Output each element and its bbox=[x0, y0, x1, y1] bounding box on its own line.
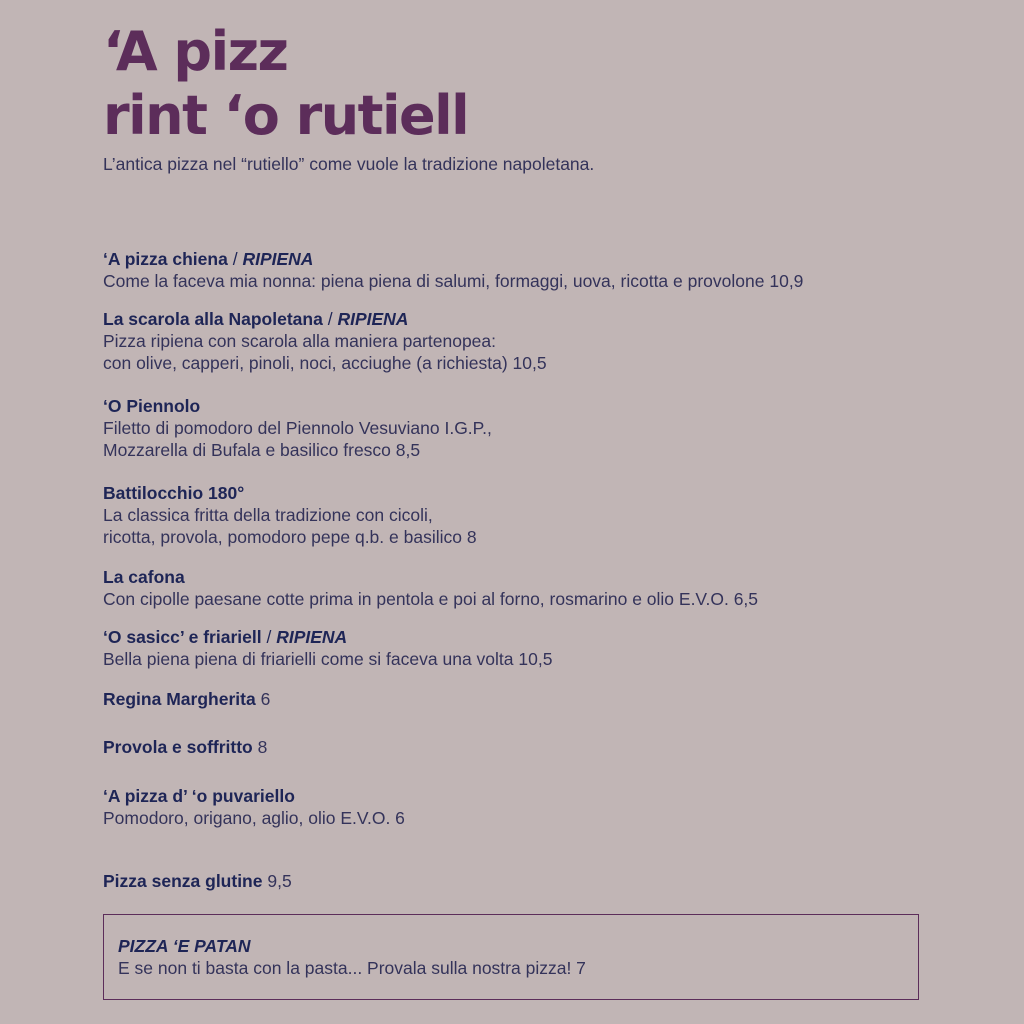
menu-item-name: La cafona bbox=[103, 567, 185, 587]
menu-item-name: ‘A pizza chiena bbox=[103, 249, 228, 269]
menu-page bbox=[103, 0, 983, 1024]
menu-item-description: Pizza ripiena con scarola alla maniera partenopea: bbox=[103, 331, 497, 351]
menu-item-name: Provola e soffritto bbox=[103, 737, 253, 757]
menu-subtitle: L’antica pizza nel “rutiello” come vuole la tradizione napoletana. bbox=[103, 154, 595, 174]
menu-item-name: La scarola alla Napoletana bbox=[103, 309, 323, 329]
menu-item-provola-soffritto bbox=[103, 736, 983, 758]
menu-item-price: 9,5 bbox=[267, 871, 292, 891]
menu-item-regina-margherita bbox=[103, 688, 983, 710]
menu-item-name: ‘O Piennolo bbox=[103, 396, 201, 416]
menu-item-description: Pomodoro, origano, aglio, olio E.V.O. 6 bbox=[103, 808, 405, 828]
menu-item-sasicc-friariell bbox=[103, 626, 983, 670]
menu-item-description: Con cipolle paesane cotte prima in pentola e poi al forno, rosmarino e olio E.V.O. 6,5 bbox=[103, 589, 759, 609]
menu-item-name: ‘O sasicc’ e friariell bbox=[103, 627, 262, 647]
special-box bbox=[103, 914, 919, 1000]
menu-item-pizza-chiena bbox=[103, 248, 983, 292]
menu-item-name: ‘A pizza d’ ‘o puvariello bbox=[103, 786, 295, 806]
menu-title-line-1: ‘A pizz bbox=[103, 20, 288, 83]
menu-item-description: ricotta, provola, pomodoro pepe q.b. e basilico 8 bbox=[103, 527, 477, 547]
menu-item-separator: / bbox=[232, 249, 238, 269]
menu-item-piennolo bbox=[103, 395, 983, 461]
menu-title bbox=[103, 20, 468, 148]
menu-item-scarola bbox=[103, 308, 983, 374]
special-box-title: PIZZA ‘E PATAN bbox=[118, 936, 251, 956]
menu-item-name: Battilocchio 180° bbox=[103, 483, 245, 503]
menu-title-line-2: rint ‘o rutiell bbox=[103, 84, 469, 147]
menu-item-senza-glutine bbox=[103, 870, 983, 892]
menu-item-tag: RIPIENA bbox=[242, 249, 314, 269]
menu-item-name: Pizza senza glutine bbox=[103, 871, 263, 891]
menu-item-puvariello bbox=[103, 785, 983, 829]
menu-item-description: Mozzarella di Bufala e basilico fresco 8,5 bbox=[103, 440, 421, 460]
menu-item-description: Filetto di pomodoro del Piennolo Vesuviano I.G.P., bbox=[103, 418, 492, 438]
menu-item-separator: / bbox=[266, 627, 272, 647]
menu-item-tag: RIPIENA bbox=[276, 627, 348, 647]
menu-item-description: La classica fritta della tradizione con cicoli, bbox=[103, 505, 433, 525]
menu-item-cafona bbox=[103, 566, 983, 610]
menu-item-tag: RIPIENA bbox=[337, 309, 409, 329]
menu-item-name: Regina Margherita bbox=[103, 689, 256, 709]
menu-item-description: Bella piena piena di friarielli come si faceva una volta 10,5 bbox=[103, 649, 553, 669]
menu-item-battilocchio bbox=[103, 482, 983, 548]
menu-item-description: Come la faceva mia nonna: piena piena di salumi, formaggi, uova, ricotta e provolone 10,9 bbox=[103, 271, 804, 291]
special-box-description: E se non ti basta con la pasta... Provala sulla nostra pizza! 7 bbox=[118, 958, 586, 978]
menu-item-description: con olive, capperi, pinoli, noci, acciughe (a richiesta) 10,5 bbox=[103, 353, 547, 373]
menu-item-price: 6 bbox=[260, 689, 271, 709]
menu-item-separator: / bbox=[327, 309, 333, 329]
menu-item-price: 8 bbox=[257, 737, 268, 757]
